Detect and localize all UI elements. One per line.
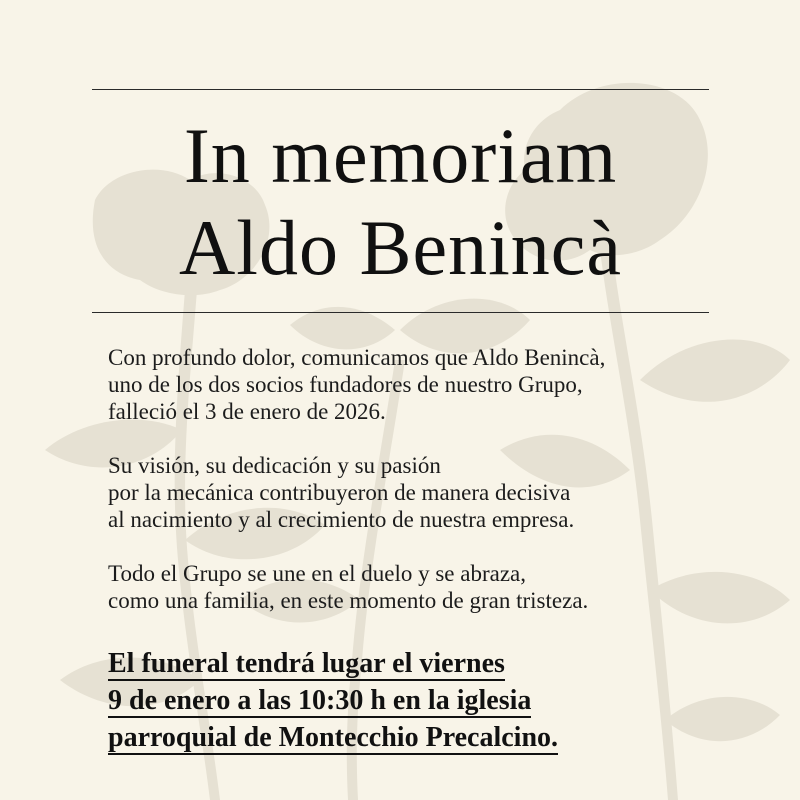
text-line: falleció el 3 de enero de 2026. — [108, 399, 386, 424]
text-line: Su visión, su dedicación y su pasión — [108, 453, 441, 478]
title-line-2: Aldo Benincà — [178, 204, 623, 291]
announcement-body — [108, 344, 708, 641]
paragraph-condolence — [108, 560, 708, 614]
funeral-line: 9 de enero a las 10:30 h en la iglesia — [108, 685, 532, 716]
text-line: Todo el Grupo se une en el duelo y se abraza, — [108, 561, 526, 586]
bottom-divider — [92, 312, 709, 313]
top-divider — [92, 89, 709, 90]
funeral-line: El funeral tendrá lugar el viernes — [108, 648, 505, 679]
text-line: uno de los dos socios fundadores de nuestro Grupo, — [108, 372, 583, 397]
text-line: al nacimiento y al crecimiento de nuestra empresa. — [108, 507, 575, 532]
text-line: por la mecánica contribuyeron de manera decisiva — [108, 480, 571, 505]
text-line: Con profundo dolor, comunicamos que Aldo Benincà, — [108, 345, 606, 370]
text-line: como una familia, en este momento de gran tristeza. — [108, 588, 589, 613]
funeral-line: parroquial de Montecchio Precalcino. — [108, 722, 559, 753]
title-line-1: In memoriam — [183, 112, 618, 199]
leaf-8 — [290, 307, 395, 350]
paragraph-announcement — [108, 344, 708, 425]
funeral-details — [108, 649, 708, 760]
paragraph-tribute — [108, 452, 708, 533]
page-title — [92, 110, 709, 294]
